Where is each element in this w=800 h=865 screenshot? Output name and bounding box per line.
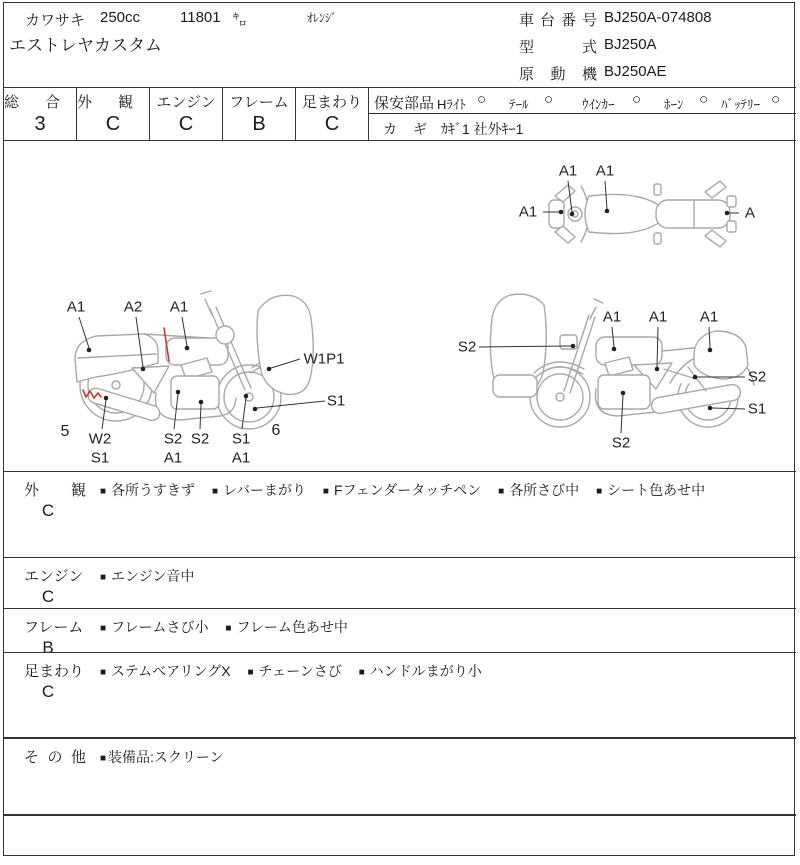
maker: カワサキ: [25, 12, 86, 29]
damage-code-label: W2: [88, 430, 112, 448]
defect-items: [100, 747, 237, 767]
damage-code-label: A2: [123, 298, 143, 316]
body-color: ｵﾚﾝｼﾞ: [307, 11, 338, 25]
damage-code-label: A1: [163, 449, 183, 467]
engine-code-value: BJ250AE: [604, 63, 667, 80]
defect-items: [100, 480, 718, 500]
rating-cell-exterior: [77, 88, 150, 140]
bullet-square-icon: ■: [100, 667, 107, 678]
section-label: フレーム: [24, 619, 84, 636]
chassis-number-value: BJ250A-074808: [604, 9, 712, 26]
section-grade: B: [42, 638, 54, 657]
model-code-label: 型式: [519, 39, 597, 56]
bullet-square-icon: ■: [247, 667, 254, 678]
rating-grade: C: [105, 113, 121, 135]
rating-label: フレーム: [229, 94, 289, 111]
damage-code-label: A1: [518, 203, 538, 221]
rating-label: 外観: [77, 94, 133, 111]
bullet-square-icon: ■: [358, 667, 365, 678]
top-view-bike: [549, 181, 736, 247]
rating-grade: C: [324, 113, 340, 135]
bullet-square-icon: ■: [498, 486, 505, 497]
mileage-unit: ㌔: [232, 12, 248, 29]
defect-item: ■ エンジン音中: [100, 568, 195, 584]
rating-strip: [4, 87, 796, 141]
headlight-label: Hﾗｲﾄ: [437, 97, 466, 112]
damage-code-label: S1: [747, 400, 767, 418]
safety-parts-row: [369, 88, 796, 114]
engine-code-label: 原動機: [519, 66, 597, 83]
section-label: その他: [24, 749, 86, 766]
damage-code-label: S2: [747, 368, 767, 386]
bullet-square-icon: ■: [225, 623, 232, 634]
damage-code-label: S2: [163, 430, 183, 448]
damage-diagram-panel: [4, 139, 796, 471]
section-exterior: [4, 471, 796, 557]
damage-code-label: A1: [66, 298, 86, 316]
footer-empty-row: [4, 814, 796, 857]
damage-code-label: S2: [190, 430, 210, 448]
rating-label: 総合: [4, 94, 60, 111]
auction-sheet: [3, 2, 795, 856]
defect-item: ■ 装備品:スクリーン: [100, 749, 224, 765]
defect-item: ■ レバーまがり: [211, 482, 307, 498]
defect-item: ■ Fフェンダータッチペン: [322, 482, 482, 498]
rating-cell-overall: [4, 88, 77, 140]
bullet-square-icon: ■: [100, 753, 107, 764]
section-undercarriage: [4, 652, 796, 737]
section-label: 外観: [24, 482, 86, 499]
defect-item: ■ 各所さび中: [498, 482, 580, 498]
winker-label: ｳｲﾝｶｰ: [582, 97, 615, 112]
model-name: エストレヤカスタム: [9, 36, 162, 55]
defect-item: ■ フレーム色あせ中: [225, 619, 348, 635]
damage-code-label: S2: [457, 338, 477, 356]
defect-item: ■ ステムベアリングX: [100, 663, 231, 679]
damage-code-label: S2: [611, 434, 631, 452]
damage-code-label: S1: [90, 449, 110, 467]
defect-items: [100, 566, 207, 586]
defect-items: [100, 617, 361, 637]
section-grade: C: [41, 682, 55, 701]
rating-grade: 3: [34, 113, 46, 135]
damage-code-label: A1: [558, 162, 578, 180]
defect-item: ■ フレームさび小: [100, 619, 209, 635]
horn-label: ﾎｰﾝ: [664, 97, 684, 112]
damage-code-label: S1: [231, 430, 251, 448]
section-label: 足まわり: [24, 663, 85, 680]
section-label: エンジン: [24, 568, 84, 585]
bullet-square-icon: ■: [100, 623, 107, 634]
damage-code-label: S1: [326, 392, 346, 410]
battery-label: ﾊﾞｯﾃﾘｰ: [721, 97, 760, 112]
panel-number-label: 5: [60, 423, 70, 440]
rating-cell-frame: [223, 88, 296, 140]
rating-grade: C: [178, 113, 194, 135]
left-side-view-bike: [75, 291, 313, 429]
defect-item: ■ ハンドルまがり小: [358, 663, 482, 679]
bullet-square-icon: ■: [100, 572, 107, 583]
section-engine: [4, 557, 796, 608]
bullet-square-icon: ■: [322, 486, 329, 497]
rating-label: エンジン: [156, 94, 216, 111]
key-value: ｶｷﾞ1 社外ｷｰ1: [441, 121, 524, 137]
chassis-number-label: 車台番号: [519, 12, 597, 29]
damage-code-label: A: [744, 204, 756, 222]
section-grade: C: [41, 501, 55, 520]
mileage: 11801: [180, 9, 221, 26]
battery-mark: ○: [771, 91, 781, 108]
taillight-label: ﾃｰﾙ: [509, 97, 529, 112]
damage-code-label: A1: [595, 162, 615, 180]
bullet-square-icon: ■: [211, 486, 218, 497]
damage-code-label: A1: [602, 308, 622, 326]
rating-grade: B: [252, 113, 266, 135]
model-code-value: BJ250A: [604, 36, 657, 53]
motorcycle-diagrams-drawing: [4, 139, 796, 471]
damage-code-label: A1: [648, 308, 668, 326]
damage-code-label: A1: [699, 308, 719, 326]
safety-parts-box: [369, 88, 796, 140]
damage-code-label: W1P1: [303, 350, 345, 368]
key-label: カギ: [383, 121, 427, 137]
displacement: 250cc: [100, 9, 141, 26]
section-other: [4, 737, 796, 814]
headlight-mark: ○: [477, 91, 487, 108]
safety-parts-title: 保安部品: [374, 95, 435, 112]
section-grade: C: [41, 587, 55, 606]
section-frame: [4, 608, 796, 657]
horn-mark: ○: [699, 91, 709, 108]
rating-cell-undercarriage: [296, 88, 369, 140]
rating-cell-engine: [150, 88, 223, 140]
defect-item: ■ 各所うすきず: [100, 482, 196, 498]
defect-items: [100, 661, 495, 681]
bullet-square-icon: ■: [596, 486, 603, 497]
bullet-square-icon: ■: [100, 486, 107, 497]
damage-code-label: A1: [169, 298, 189, 316]
damage-code-label: A1: [231, 449, 251, 467]
defect-item: ■ チェーンさび: [247, 663, 342, 679]
rating-label: 足まわり: [301, 94, 362, 111]
defect-item: ■ シート色あせ中: [596, 482, 706, 498]
winker-mark: ○: [632, 91, 642, 108]
taillight-mark: ○: [544, 91, 554, 108]
panel-number-label: 6: [271, 422, 281, 439]
